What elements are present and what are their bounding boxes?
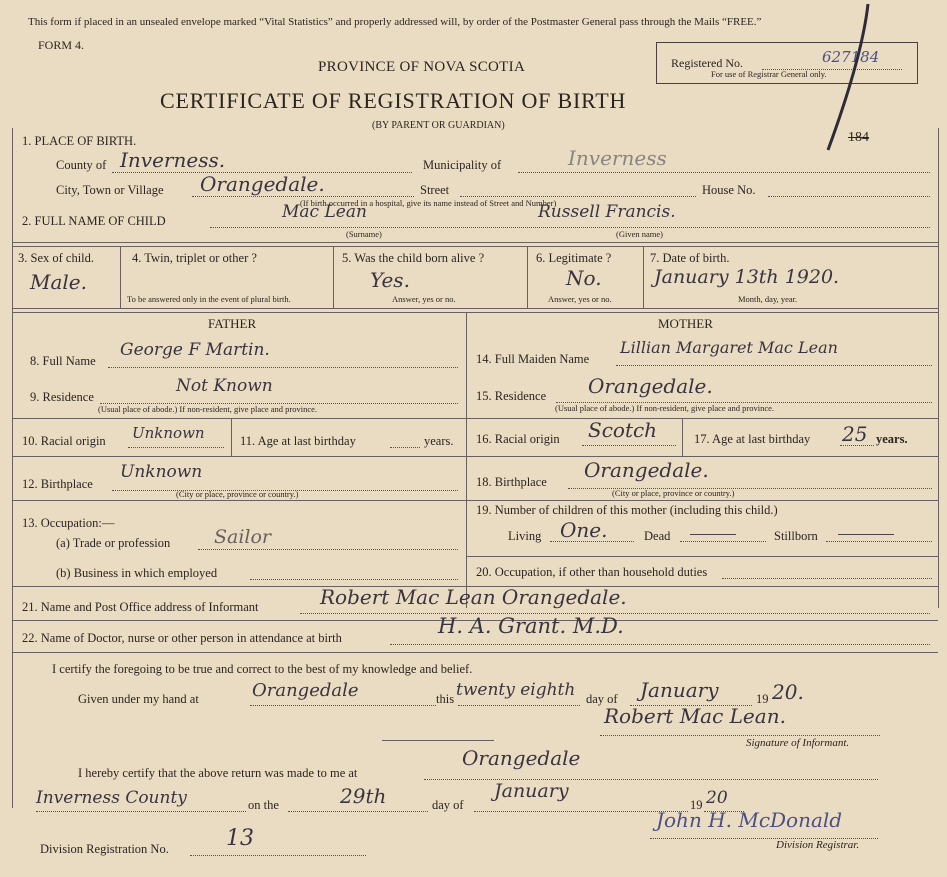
stillborn-label: Stillborn	[774, 529, 818, 543]
father-birthplace-label: 12. Birthplace	[22, 477, 93, 491]
father-racial-label: 10. Racial origin	[22, 434, 106, 448]
child-surname: Mac Lean	[282, 202, 367, 222]
certify-line: I certify the foregoing to be true and correct to the best of my knowledge and belief.	[52, 662, 473, 676]
twin-label: 4. Twin, triplet or other ?	[132, 251, 257, 265]
this-day-value: twenty eighth	[456, 680, 576, 700]
county-value: Inverness.	[120, 148, 226, 172]
registrar-year-prefix: 19	[690, 798, 703, 812]
cert-year-prefix: 19	[756, 692, 769, 706]
legitimate-note: Answer, yes or no.	[548, 294, 612, 304]
legitimate-label: 6. Legitimate ?	[536, 251, 612, 265]
dob-value: January 13th 1920.	[654, 266, 840, 288]
informant-signature: Robert Mac Lean.	[604, 704, 786, 728]
mail-notice: This form if placed in an unsealed envelope marked “Vital Statistics” and properly addressed will, by order of the Postmaster General pass through the Mails “FREE.”	[28, 16, 762, 28]
cert-day-of-label: day of	[586, 692, 618, 706]
father-residence-note: (Usual place of abode.) If non-resident, give place and province.	[98, 404, 318, 414]
children-count-label: 19. Number of children of this mother (including this child.)	[476, 503, 778, 517]
doctor-label: 22. Name of Doctor, nurse or other person in attendance at birth	[22, 631, 342, 645]
cert-year: 20.	[772, 680, 804, 704]
certificate-title: CERTIFICATE OF REGISTRATION OF BIRTH	[160, 88, 627, 113]
street-label: Street	[420, 183, 450, 197]
cert-month: January	[640, 678, 719, 702]
registrar-place: Orangedale	[462, 746, 581, 770]
father-age-label: 11. Age at last birthday	[240, 434, 356, 448]
sex-label: 3. Sex of child.	[18, 251, 95, 265]
registered-label: Registered No.	[671, 56, 743, 70]
mother-residence-label: 15. Residence	[476, 389, 547, 403]
living-label: Living	[508, 529, 542, 543]
father-name-label: 8. Full Name	[30, 354, 96, 368]
father-residence: Not Known	[176, 376, 273, 396]
mother-age-label: 17. Age at last birthday	[694, 432, 811, 446]
mother-occupation-label: 20. Occupation, if other than household duties	[476, 565, 708, 579]
mother-racial-label: 16. Racial origin	[476, 432, 560, 446]
certificate-subtitle: (BY PARENT OR GUARDIAN)	[372, 120, 505, 131]
city-label: City, Town or Village	[56, 183, 164, 197]
division-no-value: 13	[226, 826, 254, 851]
sex-value: Male.	[30, 270, 87, 294]
trade-value: Sailor	[214, 526, 272, 548]
form-number: FORM 4.	[38, 38, 85, 52]
father-heading: FATHER	[208, 316, 257, 331]
city-value: Orangedale.	[200, 172, 325, 196]
father-residence-label: 9. Residence	[30, 390, 94, 404]
trade-label: (a) Trade or profession	[56, 536, 171, 550]
registrar-certify-line: I hereby certify that the above return was made to me at	[78, 766, 358, 780]
dob-note: Month, day, year.	[738, 294, 798, 304]
county-label: County of	[56, 158, 107, 172]
registered-note: For use of Registrar General only.	[711, 69, 827, 79]
twin-note: To be answered only in the event of plural birth.	[127, 294, 291, 304]
surname-note: (Surname)	[346, 229, 382, 239]
dead-label: Dead	[644, 529, 671, 543]
registrar-county: Inverness County	[36, 788, 187, 808]
father-name: George F Martin.	[120, 340, 270, 360]
place-of-birth-label: 1. PLACE OF BIRTH.	[22, 134, 137, 148]
doctor-value: H. A. Grant. M.D.	[438, 614, 624, 638]
mother-name: Lillian Margaret Mac Lean	[620, 338, 838, 357]
province-heading: PROVINCE OF NOVA SCOTIA	[318, 59, 526, 75]
mother-years: years.	[876, 432, 908, 446]
mother-age: 25	[842, 422, 868, 446]
informant-value: Robert Mac Lean Orangedale.	[320, 585, 627, 609]
struck-number: 184	[848, 130, 869, 145]
registrar-day: 29th	[340, 784, 387, 808]
child-given-name: Russell Francis.	[538, 202, 676, 222]
born-alive-label: 5. Was the child born alive ?	[342, 251, 485, 265]
municipality-value: Inverness	[568, 146, 667, 170]
mother-racial: Scotch	[588, 418, 658, 442]
living-value: One.	[560, 518, 608, 542]
born-alive-value: Yes.	[370, 268, 410, 292]
on-the-label: on the	[248, 798, 279, 812]
father-birthplace-note: (City or place, province or country.)	[176, 489, 299, 499]
division-registrar-label: Division Registrar.	[776, 839, 860, 851]
dob-label: 7. Date of birth.	[650, 251, 730, 265]
father-birthplace: Unknown	[120, 462, 203, 482]
legitimate-value: No.	[566, 266, 602, 290]
mother-residence-note: (Usual place of abode.) If non-resident, give place and province.	[555, 403, 775, 413]
mother-heading: MOTHER	[658, 316, 713, 331]
child-name-label: 2. FULL NAME OF CHILD	[22, 214, 166, 228]
hospital-note: (If birth occurred in a hospital, give its name instead of Street and Number)	[300, 198, 557, 208]
house-no-label: House No.	[702, 183, 756, 197]
born-alive-note: Answer, yes or no.	[392, 294, 456, 304]
mother-birthplace-note: (City or place, province or country.)	[612, 488, 735, 498]
municipality-label: Municipality of	[423, 158, 502, 172]
registrar-year: 20	[706, 788, 728, 808]
informant-signature-label: Signature of Informant.	[746, 737, 850, 749]
this-label: this	[436, 692, 455, 706]
given-place: Orangedale	[252, 680, 359, 701]
registrar-signature: John H. McDonald	[656, 808, 843, 832]
given-name-note: (Given name)	[616, 229, 663, 239]
father-racial: Unknown	[132, 424, 205, 442]
mother-birthplace-label: 18. Birthplace	[476, 475, 547, 489]
mother-name-label: 14. Full Maiden Name	[476, 352, 590, 366]
occupation-label: 13. Occupation:—	[22, 516, 115, 530]
division-no-label: Division Registration No.	[40, 842, 169, 856]
business-label: (b) Business in which employed	[56, 566, 218, 580]
registrar-day-of-label: day of	[432, 798, 464, 812]
informant-label: 21. Name and Post Office address of Informant	[22, 600, 259, 614]
mother-residence: Orangedale.	[588, 374, 713, 398]
given-under-label: Given under my hand at	[78, 692, 199, 706]
father-years: years.	[424, 434, 454, 448]
registrar-month: January	[494, 780, 569, 802]
registered-number: 627184	[822, 48, 880, 66]
mother-birthplace: Orangedale.	[584, 458, 709, 482]
